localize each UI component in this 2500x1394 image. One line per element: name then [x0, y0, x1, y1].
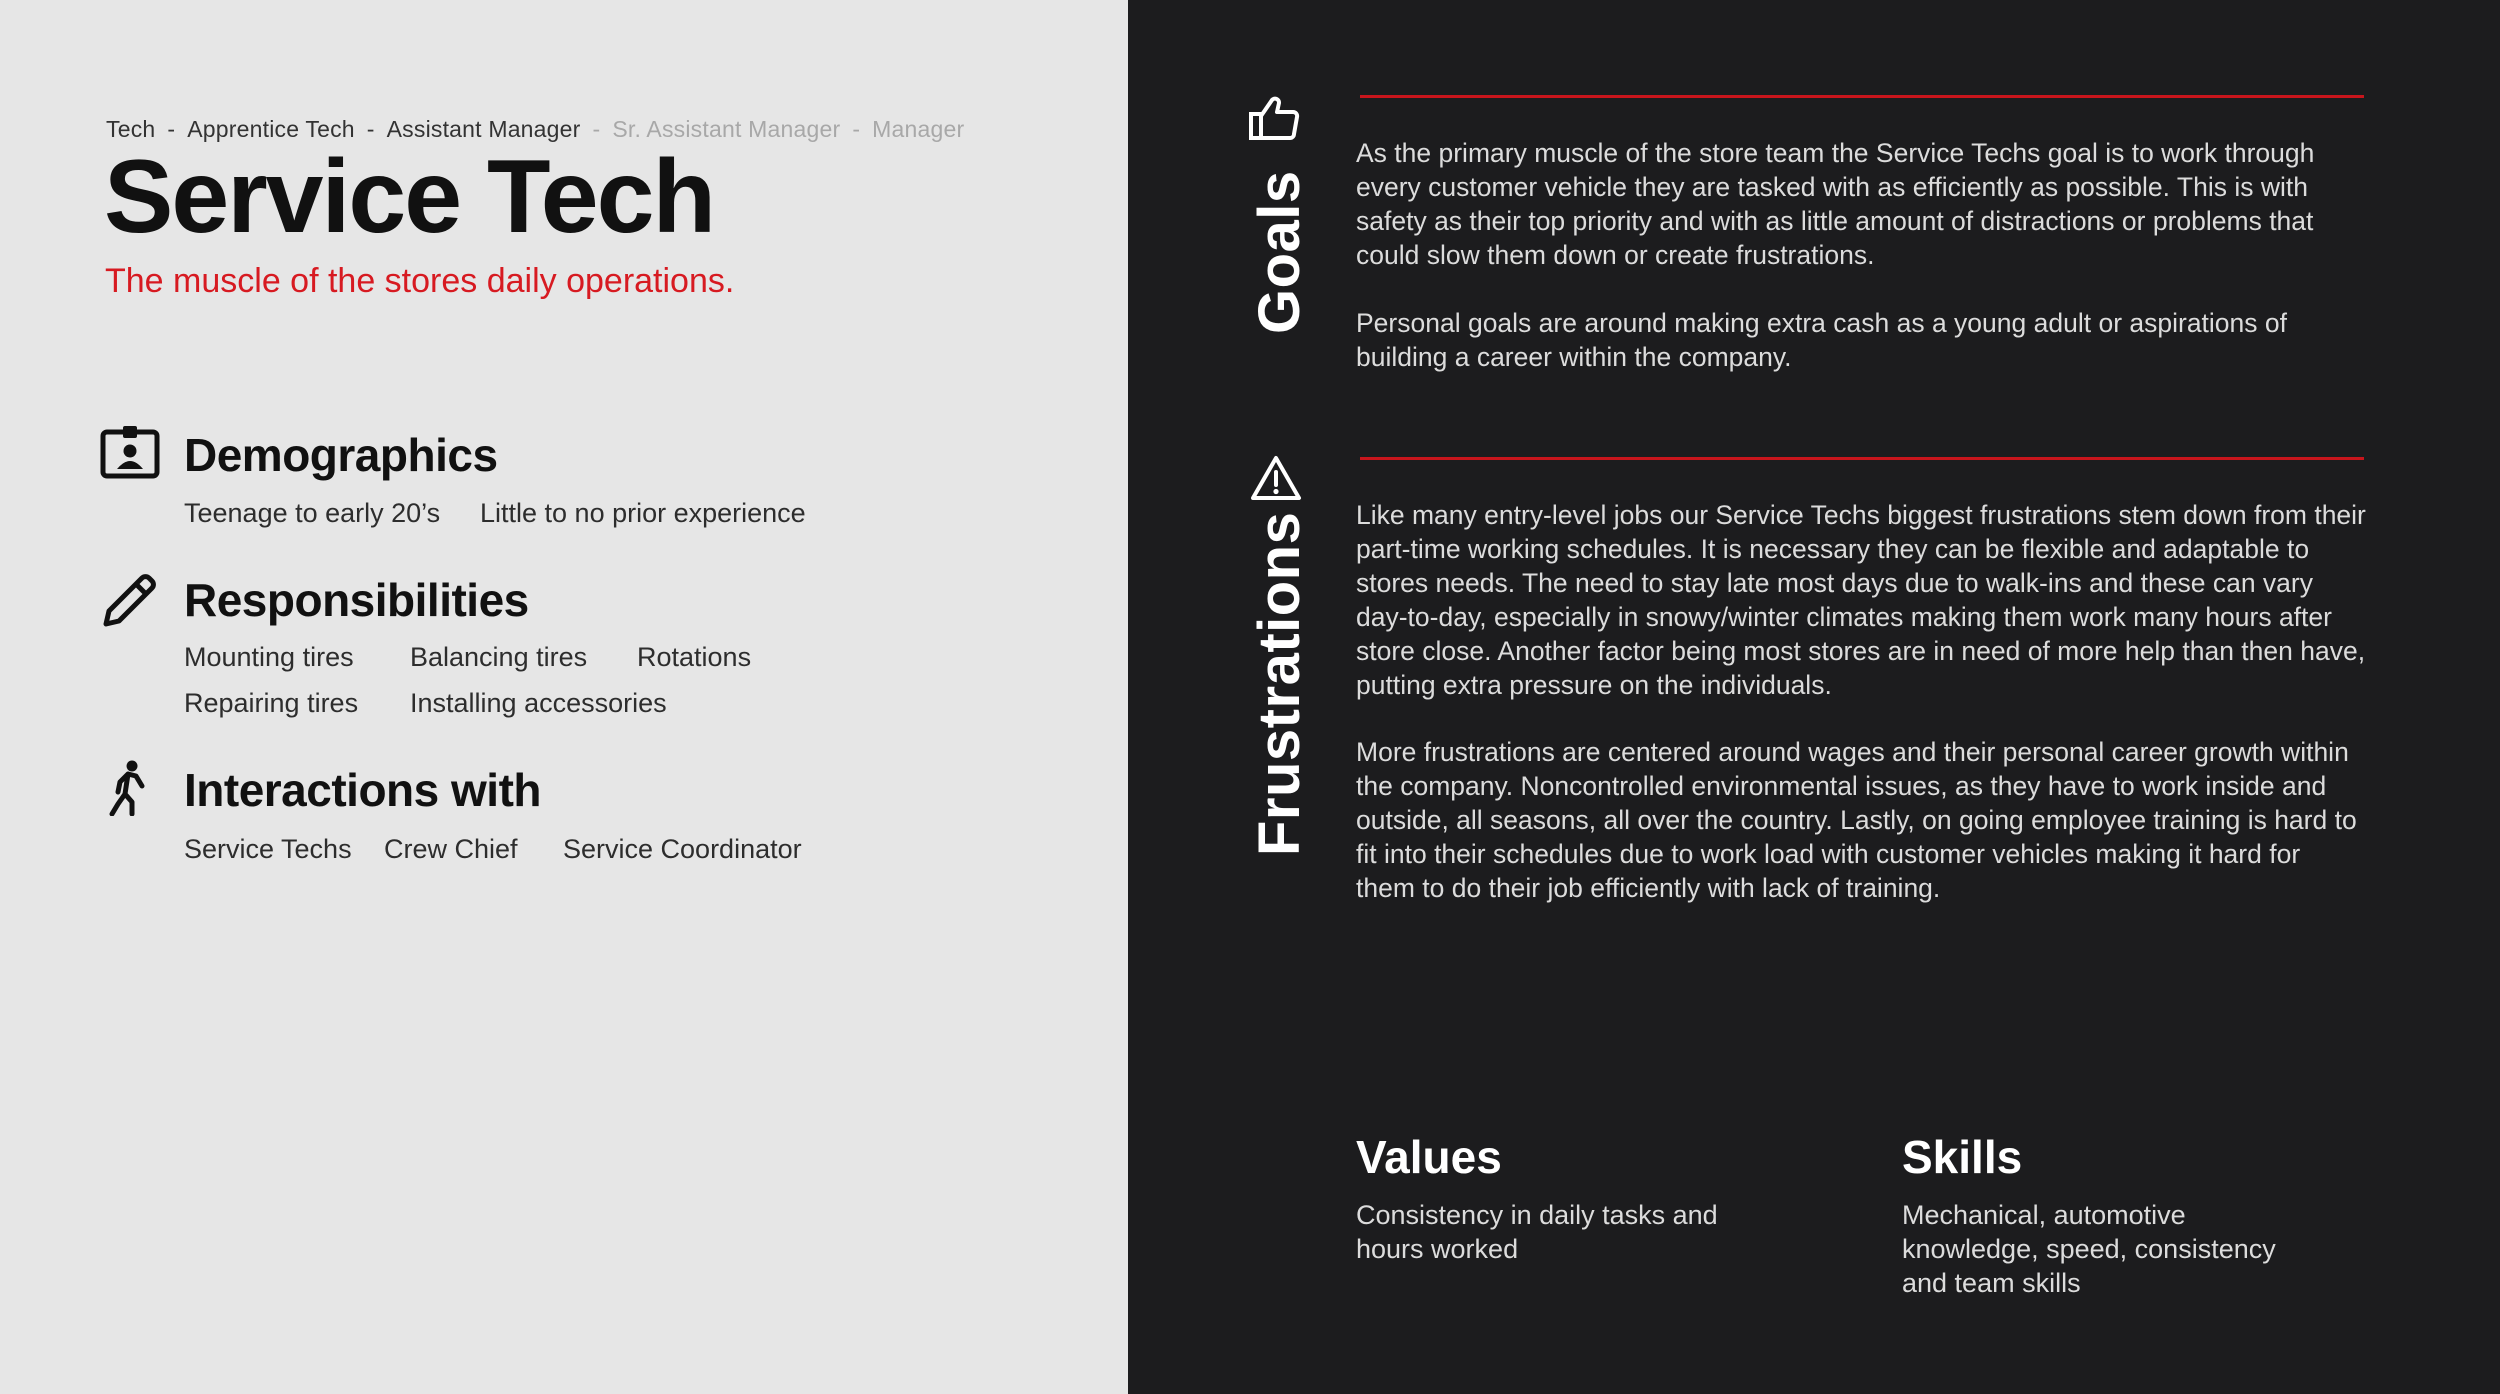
responsibility-item: Repairing tires [184, 688, 359, 718]
persona-title: Service Tech [104, 139, 715, 255]
interaction-item: Crew Chief [384, 834, 518, 864]
demographics-heading: Demographics [184, 429, 498, 481]
walking-person-icon [108, 760, 154, 816]
responsibilities-heading: Responsibilities [184, 574, 529, 626]
career-step-future: Manager [872, 116, 965, 142]
frustrations-divider [1360, 457, 2364, 460]
goals-paragraph: Personal goals are around making extra cash as a young adult or aspirations of building a career within the company. [1356, 308, 2287, 372]
responsibility-item: Rotations [637, 642, 752, 672]
pencil-icon [100, 570, 160, 630]
career-separator: - [366, 116, 375, 142]
frustrations-label: Frustrations [1247, 511, 1312, 856]
career-separator: - [852, 116, 861, 142]
skills-heading: Skills [1902, 1131, 2023, 1183]
persona-tagline: The muscle of the stores daily operations. [105, 262, 735, 300]
goals-paragraph: As the primary muscle of the store team the Service Techs goal is to work through every customer vehicle they are tasked with as efficiently as possible. This is with safety as their top priority and with as little amount of distractions or problems that could slow them down or create frustrations. [1356, 138, 2315, 270]
responsibility-item: Installing accessories [410, 688, 667, 718]
demographic-item: Teenage to early 20’s [184, 498, 441, 528]
career-step-future: Sr. Assistant Manager [612, 116, 841, 142]
frustrations-paragraph: Like many entry-level jobs our Service Techs biggest frustrations stem down from their part-time working schedules. It is necessary they can be flexible and adaptable to stores needs. The need to stay late most days due to walk-ins and these can vary day-to-day, especially in snowy/winter climates making them work many hours after store close. Another factor being most stores are in need of more help than then have, putting extra pressure on the individuals. [1356, 500, 2366, 700]
values-text: Consistency in daily tasks and hours worked [1356, 1200, 1718, 1264]
career-step: Assistant Manager [386, 116, 581, 142]
demographic-item: Little to no prior experience [480, 498, 806, 528]
id-badge-icon [100, 424, 160, 480]
career-separator: - [167, 116, 176, 142]
responsibility-item: Balancing tires [410, 642, 588, 672]
goals-label: Goals [1247, 170, 1312, 334]
thumbs-up-icon [1248, 94, 1300, 142]
interactions-heading: Interactions with [184, 764, 541, 816]
career-separator: - [592, 116, 601, 142]
warning-triangle-icon [1250, 454, 1302, 502]
career-step: Apprentice Tech [187, 116, 355, 142]
goals-divider [1360, 95, 2364, 98]
skills-text: Mechanical, automotive knowledge, speed, consistency and team skills [1902, 1200, 2276, 1298]
interaction-item: Service Techs [184, 834, 352, 864]
responsibility-item: Mounting tires [184, 642, 354, 672]
values-heading: Values [1356, 1131, 1502, 1183]
persona-left-panel [0, 0, 1128, 1394]
frustrations-paragraph: More frustrations are centered around wages and their personal career growth within the company. Noncontrolled environmental issues, as they have to work inside and outside, all seasons, all over the country. Lastly, on going employee training is hard to fit into their schedules due to work load with customer vehicles making it hard for them to do their job efficiently with lack of training. [1356, 737, 2357, 903]
career-step: Tech [106, 116, 156, 142]
interaction-item: Service Coordinator [563, 834, 802, 864]
